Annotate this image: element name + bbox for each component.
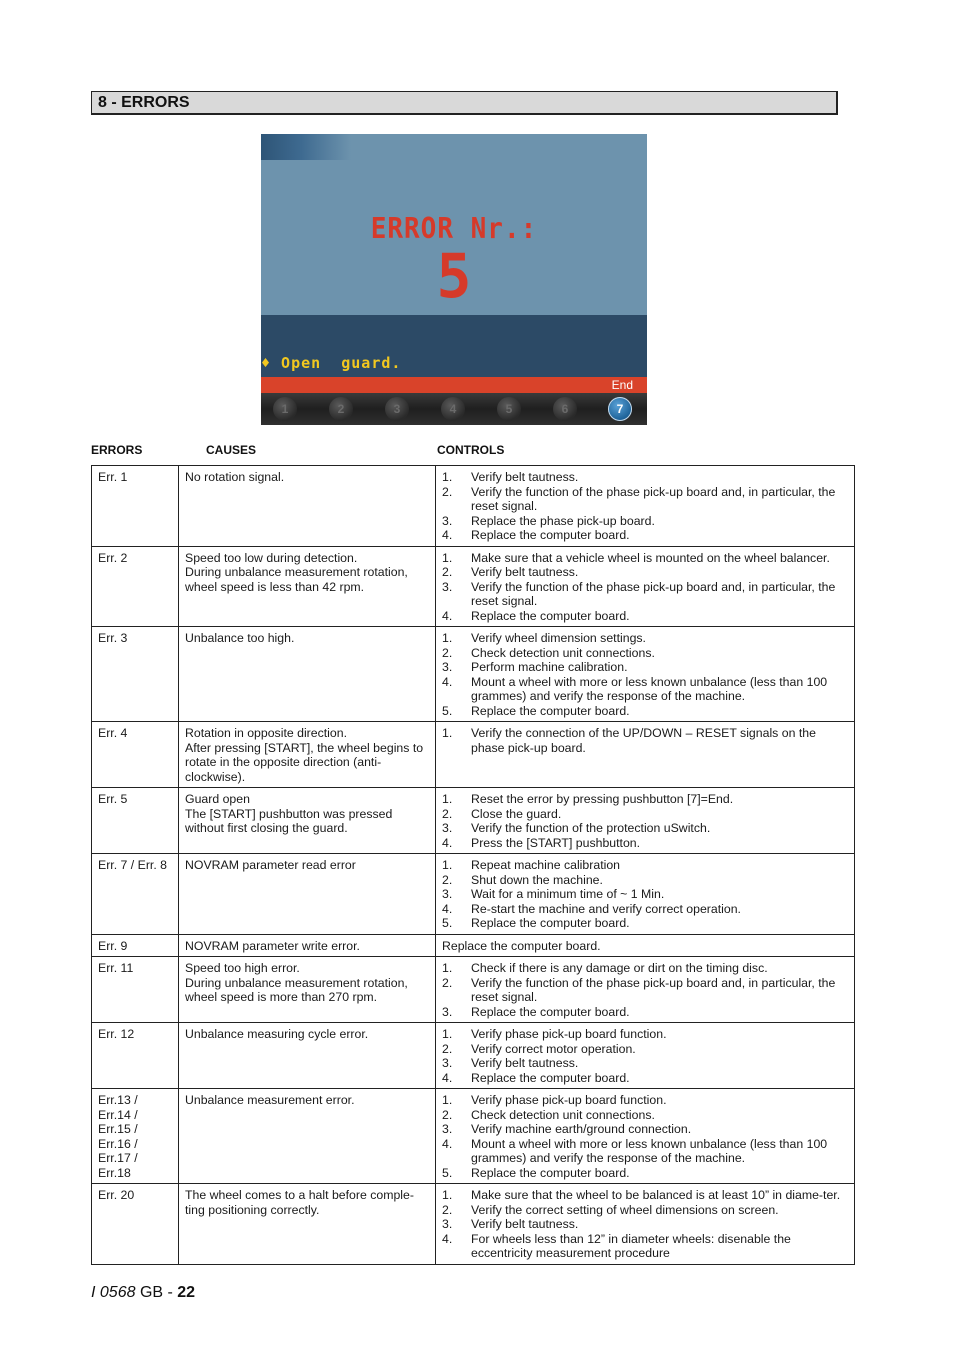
list-item	[442, 565, 846, 580]
error-code: Err. 2	[92, 546, 179, 627]
controls-list	[442, 1188, 846, 1261]
error-causes	[179, 934, 436, 957]
error-code: Err. 20	[92, 1184, 179, 1265]
list-item	[442, 551, 846, 566]
list-item	[442, 1042, 846, 1057]
list-item	[442, 1217, 846, 1232]
list-item	[442, 1027, 846, 1042]
error-controls	[436, 788, 855, 854]
screen-key-4: 4	[441, 397, 465, 421]
controls-list	[442, 1027, 846, 1085]
list-item-number: 3.	[442, 1217, 453, 1231]
controls-list	[442, 470, 846, 543]
screen-function-bar	[261, 377, 647, 393]
control-text: Make sure that a vehicle wheel is mounted on the wheel balancer.	[471, 550, 830, 565]
list-item-number: 4.	[442, 901, 453, 916]
list-item-number: 3.	[442, 579, 453, 594]
list-item	[442, 961, 846, 976]
footer-separator: -	[163, 1284, 178, 1301]
control-text: Close the guard.	[471, 806, 562, 821]
cause-text: Rotation in opposite direction.	[185, 726, 348, 740]
list-item-number: 3.	[442, 821, 453, 835]
error-code-line: Err.14 /	[98, 1107, 138, 1122]
list-item-number: 1.	[442, 961, 453, 975]
list-item-number: 3.	[442, 1122, 453, 1136]
list-item	[442, 646, 846, 661]
screen-message: ♦ Open guard.	[261, 354, 402, 372]
page-footer	[91, 1284, 195, 1302]
list-item	[442, 1108, 846, 1123]
controls-list	[442, 792, 846, 850]
error-controls: Replace the computer board.	[436, 934, 855, 957]
list-item-number: 3.	[442, 1004, 453, 1019]
list-item-number: 5.	[442, 1165, 453, 1180]
error-controls	[436, 854, 855, 935]
list-item-number: 1.	[442, 631, 453, 645]
error-causes	[179, 957, 436, 1023]
list-item-number: 1.	[442, 1093, 453, 1107]
cause-text: Unbalance measurement error.	[185, 1093, 355, 1107]
footer-doc-code: I 0568	[91, 1284, 136, 1301]
list-item	[442, 1137, 846, 1166]
table-row	[92, 934, 855, 957]
list-item-number: 3.	[442, 513, 453, 528]
error-code: Err. 12	[92, 1023, 179, 1089]
screen-error-number: 5	[436, 240, 472, 312]
list-item-number: 2.	[442, 484, 453, 499]
error-controls	[436, 546, 855, 627]
list-item-number: 3.	[442, 887, 453, 901]
list-item	[442, 580, 846, 609]
control-text: Wait for a minimum time of ~ 1 Min.	[471, 887, 665, 901]
error-causes	[179, 854, 436, 935]
list-item-number: 1.	[442, 1188, 453, 1202]
section-title: 8 - ERRORS	[98, 94, 190, 111]
header-controls: CONTROLS	[437, 443, 505, 457]
control-text: Verify belt tautness.	[471, 470, 579, 484]
table-row	[92, 1089, 855, 1184]
controls-list	[442, 858, 846, 931]
list-item-number: 2.	[442, 975, 453, 990]
control-text: Replace the computer board.	[471, 1004, 630, 1019]
control-text: Repeat machine calibration	[471, 858, 621, 872]
table-row	[92, 1023, 855, 1089]
table-row	[92, 854, 855, 935]
error-code-line: Err.16 /	[98, 1136, 138, 1151]
list-item-number: 2.	[442, 1202, 453, 1217]
table-row	[92, 466, 855, 547]
footer-page-number: 22	[177, 1284, 196, 1301]
list-item	[442, 1005, 846, 1020]
screen-title-strip	[261, 134, 647, 160]
error-causes	[179, 627, 436, 722]
control-text: Replace the computer board.	[471, 1070, 630, 1085]
error-controls	[436, 1184, 855, 1265]
error-code: Err. 5	[92, 788, 179, 854]
list-item-number: 4.	[442, 1231, 453, 1246]
control-text: Replace the computer board.	[471, 916, 630, 930]
control-text: Verify belt tautness.	[471, 1056, 579, 1070]
screen-key-3: 3	[385, 397, 409, 421]
screen-key-6: 6	[553, 397, 577, 421]
error-causes	[179, 466, 436, 547]
list-item-number: 1.	[442, 726, 453, 740]
screen-error-label: ERROR Nr.:	[370, 212, 538, 246]
list-item-number: 1.	[442, 792, 453, 806]
error-code-line: Err.17 /	[98, 1151, 138, 1165]
control-text: Check detection unit connections.	[471, 1107, 655, 1122]
list-item-number: 2.	[442, 872, 453, 887]
error-controls	[436, 1089, 855, 1184]
controls-list	[442, 1093, 846, 1180]
list-item-number: 4.	[442, 1136, 453, 1151]
cause-text: The wheel comes to a halt before comple-ting positioning correctly.	[185, 1188, 414, 1217]
list-item	[442, 821, 846, 836]
section-header	[91, 91, 838, 115]
control-text: Verify the function of the phase pick-up board and, in particular, the reset signal.	[471, 975, 836, 1004]
list-item	[442, 485, 846, 514]
list-item	[442, 660, 846, 675]
list-item-number: 2.	[442, 645, 453, 660]
list-item-number: 1.	[442, 470, 453, 484]
screen-key-5: 5	[497, 397, 521, 421]
cause-text: Speed too high error.	[185, 961, 300, 975]
cause-text: No rotation signal.	[185, 470, 285, 484]
error-code: Err. 9	[92, 934, 179, 957]
controls-list	[442, 961, 846, 1019]
cause-text: Guard open	[185, 792, 250, 806]
list-item	[442, 836, 846, 851]
error-code: Err. 4	[92, 722, 179, 788]
list-item	[442, 858, 846, 873]
error-causes	[179, 1184, 436, 1265]
control-text: Replace the phase pick-up board.	[471, 513, 655, 528]
list-item-number: 1.	[442, 550, 453, 565]
control-text: Replace the computer board.	[471, 1165, 630, 1180]
control-text: Mount a wheel with more or less known unbalance (less than 100 grammes) and verify the response of the machine.	[471, 1136, 828, 1165]
control-text: Verify belt tautness.	[471, 565, 579, 579]
list-item-number: 4.	[442, 835, 453, 850]
list-item	[442, 1071, 846, 1086]
control-text: For wheels less than 12” in diameter wheels: disenable the eccentricity measurement procedure	[471, 1231, 791, 1260]
control-text: Verify the function of the phase pick-up board and, in particular, the reset signal.	[471, 484, 836, 513]
controls-list	[442, 631, 846, 718]
list-item-number: 2.	[442, 1107, 453, 1122]
cause-text: Unbalance measuring cycle error.	[185, 1027, 369, 1041]
list-item	[442, 1188, 846, 1203]
table-row	[92, 546, 855, 627]
list-item	[442, 807, 846, 822]
list-item	[442, 1166, 846, 1181]
list-item-number: 3.	[442, 1056, 453, 1070]
list-item	[442, 528, 846, 543]
error-code: Err. 1	[92, 466, 179, 547]
list-item-number: 2.	[442, 1041, 453, 1056]
error-causes	[179, 1089, 436, 1184]
control-text: Verify phase pick-up board function.	[471, 1027, 667, 1041]
table-row	[92, 722, 855, 788]
list-item	[442, 609, 846, 624]
list-item-number: 4.	[442, 674, 453, 689]
list-item	[442, 1203, 846, 1218]
list-item-number: 4.	[442, 608, 453, 623]
error-code-line: Err.13 /	[98, 1093, 138, 1107]
list-item-number: 1.	[442, 858, 453, 872]
screen-key-7: 7	[608, 397, 632, 421]
control-text: Check detection unit connections.	[471, 645, 655, 660]
list-item	[442, 902, 846, 917]
controls-list	[442, 551, 846, 624]
error-controls	[436, 957, 855, 1023]
list-item-number: 1.	[442, 1027, 453, 1041]
control-text: Check if there is any damage or dirt on the timing disc.	[471, 961, 768, 975]
cause-text: Unbalance too high.	[185, 631, 295, 645]
list-item-number: 4.	[442, 1070, 453, 1085]
control-text: Mount a wheel with more or less known unbalance (less than 100 grammes) and verify the response of the machine.	[471, 674, 828, 703]
error-code: Err. 7 / Err. 8	[92, 854, 179, 935]
footer-lang: GB	[139, 1284, 164, 1301]
error-code: Err. 11	[92, 957, 179, 1023]
control-text: Verify the function of the phase pick-up board and, in particular, the reset signal.	[471, 579, 836, 608]
screen-key-1: 1	[273, 397, 297, 421]
error-controls	[436, 722, 855, 788]
cause-text: Speed too low during detection.	[185, 550, 358, 565]
list-item	[442, 1122, 846, 1137]
control-text: Verify the function of the protection uSwitch.	[471, 821, 711, 835]
error-code-line: Err.15 /	[98, 1122, 138, 1136]
screen-end-label: End	[611, 378, 633, 392]
list-item	[442, 873, 846, 888]
list-item	[442, 887, 846, 902]
list-item-number: 3.	[442, 660, 453, 674]
cause-text: After pressing [START], the wheel begins to rotate in the opposite direction (anti-clockwise).	[185, 740, 424, 784]
list-item-number: 4.	[442, 528, 453, 542]
list-item-number: 2.	[442, 565, 453, 579]
control-text: Verify machine earth/ground connection.	[471, 1122, 692, 1136]
control-text: Reset the error by pressing pushbutton [7]=End.	[471, 792, 734, 806]
control-text: Replace the computer board.	[471, 608, 630, 623]
error-code-line: Err.18	[98, 1165, 131, 1180]
header-causes: CAUSES	[206, 443, 257, 457]
control-text: Re-start the machine and verify correct operation.	[471, 901, 741, 916]
table-row	[92, 957, 855, 1023]
list-item	[442, 470, 846, 485]
control-text: Verify the correct setting of wheel dimensions on screen.	[471, 1202, 779, 1217]
control-text: Verify the connection of the UP/DOWN – RESET signals on the phase pick-up board.	[471, 726, 816, 755]
control-text: Perform machine calibration.	[471, 660, 628, 674]
list-item	[442, 1232, 846, 1261]
control-text: Verify wheel dimension settings.	[471, 631, 646, 645]
balancer-screen-image	[261, 134, 647, 425]
control-text: Replace the computer board.	[471, 528, 630, 542]
error-code	[92, 1089, 179, 1184]
cause-text: NOVRAM parameter write error.	[185, 938, 360, 953]
control-text: Press the [START] pushbutton.	[471, 835, 641, 850]
cause-text: The [START] pushbutton was pressed without first closing the guard.	[185, 806, 393, 835]
list-item	[442, 675, 846, 704]
error-causes	[179, 788, 436, 854]
controls-list	[442, 726, 846, 755]
error-controls	[436, 1023, 855, 1089]
control-text: Shut down the machine.	[471, 872, 603, 887]
cause-text: NOVRAM parameter read error	[185, 858, 356, 872]
error-causes	[179, 546, 436, 627]
table-row	[92, 788, 855, 854]
control-text: Replace the computer board.	[471, 703, 630, 718]
header-errors: ERRORS	[91, 443, 143, 457]
control-text: Make sure that the wheel to be balanced is at least 10” in diame-ter.	[471, 1188, 841, 1202]
list-item	[442, 792, 846, 807]
list-item	[442, 726, 846, 755]
control-text: Verify correct motor operation.	[471, 1041, 636, 1056]
table-row	[92, 1184, 855, 1265]
list-item	[442, 704, 846, 719]
error-causes	[179, 1023, 436, 1089]
control-text: Verify belt tautness.	[471, 1217, 579, 1231]
control-text: Verify phase pick-up board function.	[471, 1093, 667, 1107]
table-row	[92, 627, 855, 722]
error-controls	[436, 466, 855, 547]
list-item	[442, 1093, 846, 1108]
list-item	[442, 1056, 846, 1071]
errors-table	[91, 465, 855, 1265]
cause-text: During unbalance measurement rotation, wheel speed is less than 42 rpm.	[185, 565, 408, 594]
list-item	[442, 976, 846, 1005]
error-code: Err. 3	[92, 627, 179, 722]
screen-key-2: 2	[329, 397, 353, 421]
list-item	[442, 916, 846, 931]
list-item	[442, 631, 846, 646]
cause-text: During unbalance measurement rotation, wheel speed is more than 270 rpm.	[185, 975, 408, 1004]
error-controls	[436, 627, 855, 722]
error-causes	[179, 722, 436, 788]
list-item	[442, 514, 846, 529]
list-item-number: 5.	[442, 916, 453, 930]
list-item-number: 5.	[442, 703, 453, 718]
list-item-number: 2.	[442, 806, 453, 821]
